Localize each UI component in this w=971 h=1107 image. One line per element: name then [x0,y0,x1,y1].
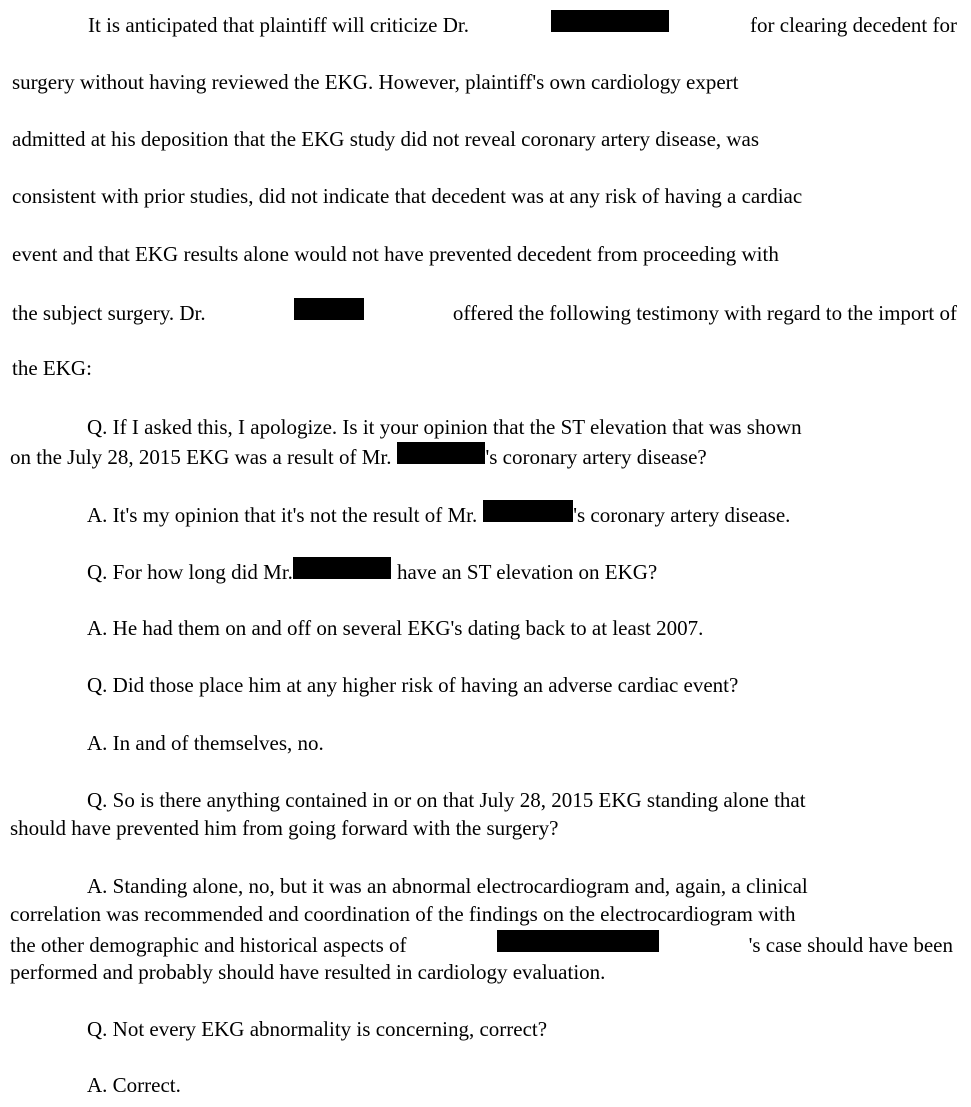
transcript-text: Q. So is there anything contained in or on that July 28, 2015 EKG standing alone that [87,788,806,812]
redaction-bar [551,10,669,32]
paragraph-line-2 [12,69,957,95]
redaction-bar [483,500,573,522]
transcript-question-4-line-1 [87,787,953,813]
transcript-answer-1 [87,500,953,528]
transcript-answer-4-line-3 [10,930,953,958]
paragraph-text: event and that EKG results alone would not have prevented decedent from proceeding with [12,242,779,266]
paragraph-text: offered the following testimony with regard to the import of [452,301,957,325]
transcript-text: Q. If I asked this, I apologize. Is it your opinion that the ST elevation that was shown [87,415,802,439]
transcript-text: Q. Not every EKG abnormality is concerning, correct? [87,1017,548,1041]
transcript-text: A. It's my opinion that it's not the result of Mr. [87,503,478,527]
transcript-text: performed and probably should have resulted in cardiology evaluation. [10,960,606,984]
transcript-text: 's coronary artery disease? [485,445,707,469]
paragraph-line-7 [12,355,957,381]
transcript-question-2 [87,557,953,585]
paragraph-line-5 [12,241,957,267]
transcript-answer-2 [87,615,953,641]
redaction-bar [294,298,364,320]
transcript-answer-4-line-4 [10,959,953,985]
transcript-text: correlation was recommended and coordination of the findings on the electrocardiogram with [10,902,796,926]
paragraph-text: the subject surgery. Dr. [12,301,206,325]
redaction-bar [497,930,659,952]
transcript-question-4-line-2 [10,815,953,841]
paragraph-line-1 [88,10,957,38]
transcript-question-1-line-2 [10,442,953,470]
transcript-text: Q. For how long did Mr. [87,560,293,584]
paragraph-line-3 [12,126,957,152]
transcript-question-1-line-1 [87,414,953,440]
paragraph-text: for clearing decedent for [750,13,957,37]
transcript-text: Q. Did those place him at any higher risk of having an adverse cardiac event? [87,673,739,697]
paragraph-text: surgery without having reviewed the EKG. However, plaintiff's own cardiology expert [12,70,739,94]
paragraph-line-4 [12,183,957,209]
redaction-bar [397,442,485,464]
transcript-text: 's case should have been [748,933,953,957]
transcript-text: should have prevented him from going forward with the surgery? [10,816,559,840]
paragraph-text: the EKG: [12,356,92,380]
transcript-answer-3 [87,730,953,756]
transcript-question-5 [87,1016,953,1042]
transcript-text: 's coronary artery disease. [573,503,791,527]
transcript-text: have an ST elevation on EKG? [396,560,658,584]
transcript-text: on the July 28, 2015 EKG was a result of Mr. [10,445,392,469]
transcript-text: A. Standing alone, no, but it was an abnormal electrocardiogram and, again, a clinical [87,874,808,898]
paragraph-text: It is anticipated that plaintiff will criticize Dr. [88,13,469,37]
transcript-question-3 [87,672,953,698]
paragraph-line-6 [12,298,957,326]
transcript-text: A. He had them on and off on several EKG's dating back to at least 2007. [87,616,704,640]
redaction-bar [293,557,391,579]
paragraph-text: consistent with prior studies, did not indicate that decedent was at any risk of having a cardiac [12,184,803,208]
paragraph-text: admitted at his deposition that the EKG study did not reveal coronary artery disease, was [12,127,760,151]
transcript-answer-5 [87,1072,953,1098]
transcript-text: A. Correct. [87,1073,181,1097]
transcript-answer-4-line-2 [10,901,953,927]
transcript-answer-4-line-1 [87,873,953,899]
transcript-text: the other demographic and historical aspects of [10,933,407,957]
transcript-text: A. In and of themselves, no. [87,731,324,755]
